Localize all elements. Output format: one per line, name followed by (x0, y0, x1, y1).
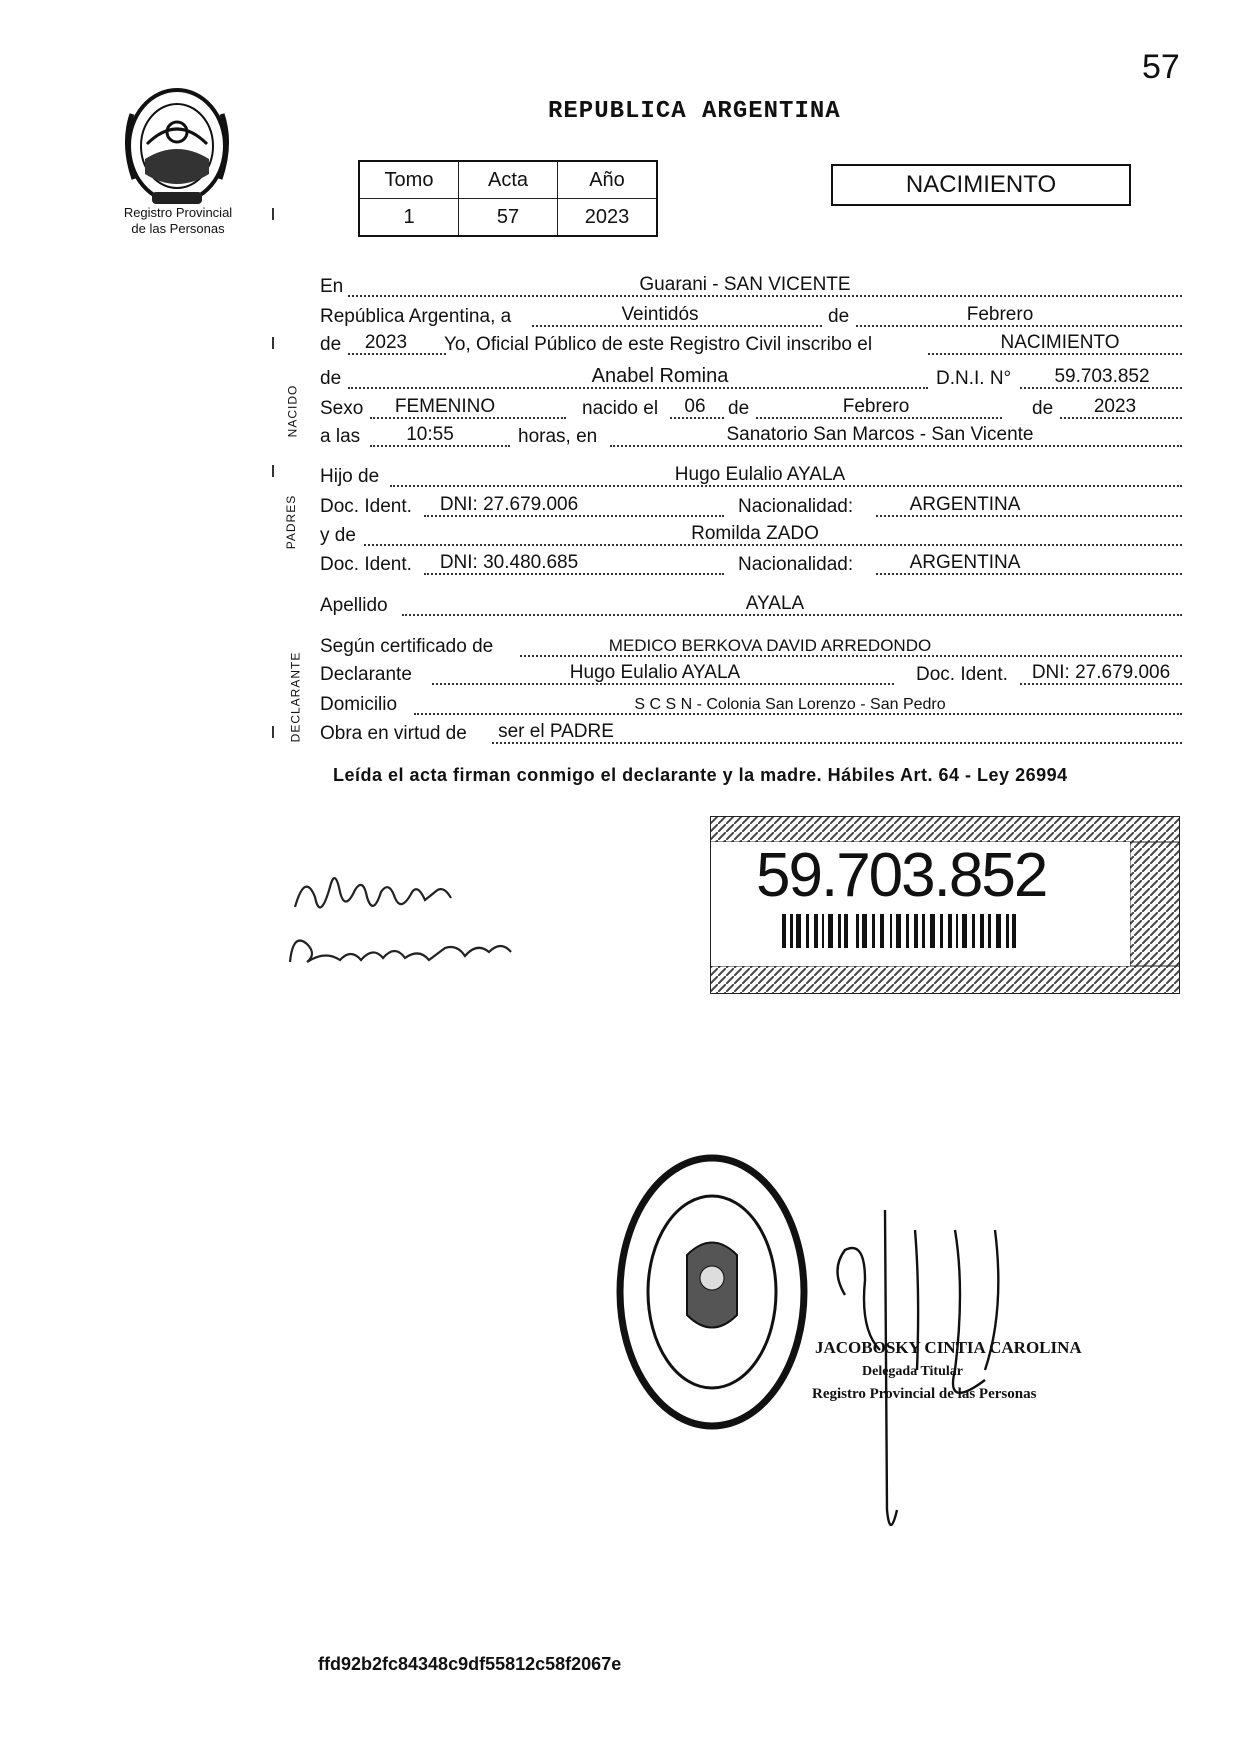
a-las-label: a las (320, 426, 361, 447)
day-words: Veintidós (621, 304, 699, 325)
official-name: JACOBOSKY CINTIA CAROLINA (815, 1338, 1082, 1357)
official-org: Registro Provincial de las Personas (812, 1386, 1037, 1402)
form-row-madre (320, 519, 1182, 549)
horas-label: horas, en (518, 426, 598, 447)
form-row-declarante (320, 658, 1182, 688)
nombre-value: Anabel Romina (591, 365, 729, 387)
table-header-anio: Año (558, 161, 658, 199)
record-table (358, 160, 658, 237)
acta-value: 57 (459, 199, 558, 237)
form-row-apellido (320, 589, 1182, 619)
nacido-label: nacido el (582, 398, 659, 419)
form-row-oficial (320, 328, 1182, 358)
handwritten-signatures (285, 852, 545, 982)
madre-value: Romilda ZADO (691, 523, 819, 544)
obra-label: Obra en virtud de (320, 723, 467, 744)
birth-day-value: 06 (684, 396, 706, 417)
table-row (359, 199, 657, 237)
margin-tick (272, 337, 274, 349)
birth-place-value: Sanatorio San Marcos - San Vicente (726, 424, 1034, 445)
tomo-value: 1 (359, 199, 459, 237)
madre-doc-value: DNI: 30.480.685 (439, 552, 579, 573)
de-label: de (320, 368, 342, 389)
page-number: 57 (1142, 48, 1180, 86)
sexo-value: FEMENINO (394, 396, 496, 417)
declarante-doc-value: DNI: 27.679.006 (1031, 662, 1171, 683)
doc-label: Doc. Ident. (320, 496, 412, 517)
provincial-seal-icon (112, 84, 242, 212)
anio-value: 2023 (558, 199, 658, 237)
apellido-label: Apellido (320, 595, 388, 616)
de-label: de (828, 306, 850, 327)
record-type-box: NACIMIENTO (831, 164, 1131, 206)
margin-tick (272, 726, 274, 738)
margin-tick (272, 465, 274, 477)
de-label: de (320, 334, 342, 355)
hijo-label: Hijo de (320, 466, 380, 487)
page-title: REPUBLICA ARGENTINA (548, 98, 841, 125)
nacionalidad-label: Nacionalidad: (738, 496, 854, 517)
form-row-domicilio (320, 688, 1182, 718)
form-row-nombre (320, 362, 1182, 392)
form-row-padre (320, 460, 1182, 490)
closing-note: Leída el acta firman conmigo el declarante y la madre. Hábiles Art. 64 - Ley 26994 (333, 765, 1068, 785)
form-row-hora (320, 420, 1182, 450)
certificado-label: Según certificado de (320, 636, 494, 657)
year-value: 2023 (364, 332, 408, 353)
hora-value: 10:55 (406, 424, 454, 445)
padre-doc-value: DNI: 27.679.006 (439, 494, 579, 515)
birth-year-value: 2023 (1093, 396, 1137, 417)
padre-nac-value: ARGENTINA (909, 494, 1021, 515)
sexo-label: Sexo (320, 398, 364, 419)
margin-tick (272, 208, 274, 220)
dni-value: 59.703.852 (1054, 366, 1150, 387)
dni-card-number: 59.703.852 (756, 841, 1047, 910)
dni-label: D.N.I. N° (936, 368, 1012, 389)
form-row-obra (320, 717, 1182, 747)
republica-label: República Argentina, a (320, 306, 512, 327)
madre-nac-value: ARGENTINA (909, 552, 1021, 573)
de-label: de (728, 398, 750, 419)
declarante-label: Declarante (320, 664, 412, 685)
de-label: de (1032, 398, 1054, 419)
apellido-value: AYALA (745, 593, 805, 614)
table-header-acta: Acta (459, 161, 558, 199)
table-header-tomo: Tomo (359, 161, 459, 199)
section-label-padres: PADRES (284, 494, 299, 550)
en-label: En (320, 276, 344, 297)
doc-label: Doc. Ident. (320, 554, 412, 575)
month-value: Febrero (966, 304, 1034, 325)
official-role: Delegada Titular (862, 1364, 963, 1379)
form-row-sexo (320, 392, 1182, 422)
oficial-text: Yo, Oficial Público de este Registro Civil inscribo el (444, 334, 873, 355)
certificado-value: MEDICO BERKOVA DAVID ARREDONDO (608, 636, 932, 655)
domicilio-label: Domicilio (320, 694, 398, 715)
form-row-padre-doc (320, 490, 1182, 520)
domicilio-value: S C S N - Colonia San Lorenzo - San Pedro (634, 696, 946, 713)
birth-month-value: Febrero (842, 396, 910, 417)
section-label-nacido: NACIDO (285, 384, 300, 438)
y-de-label: y de (320, 525, 356, 546)
table-row (359, 161, 657, 199)
padre-value: Hugo Eulalio AYALA (674, 464, 846, 485)
doc-label: Doc. Ident. (916, 664, 1008, 685)
form-row-date (320, 300, 1182, 330)
logo-caption: Registro Provincial de las Personas (123, 205, 233, 236)
form-row-place (320, 270, 1182, 300)
declarante-value: Hugo Eulalio AYALA (569, 662, 741, 683)
place-value: Guarani - SAN VICENTE (639, 274, 851, 295)
form-row-madre-doc (320, 548, 1182, 578)
obra-value: ser el PADRE (498, 721, 614, 742)
act-type-value: NACIMIENTO (1000, 332, 1120, 353)
official-seal-stamp (612, 1150, 812, 1435)
section-label-declarante: DECLARANTE (288, 651, 303, 743)
nacionalidad-label: Nacionalidad: (738, 554, 854, 575)
form-row-certificado (320, 630, 1182, 660)
document-hash: ffd92b2fc84348c9df55812c58f2067e (318, 1654, 622, 1674)
